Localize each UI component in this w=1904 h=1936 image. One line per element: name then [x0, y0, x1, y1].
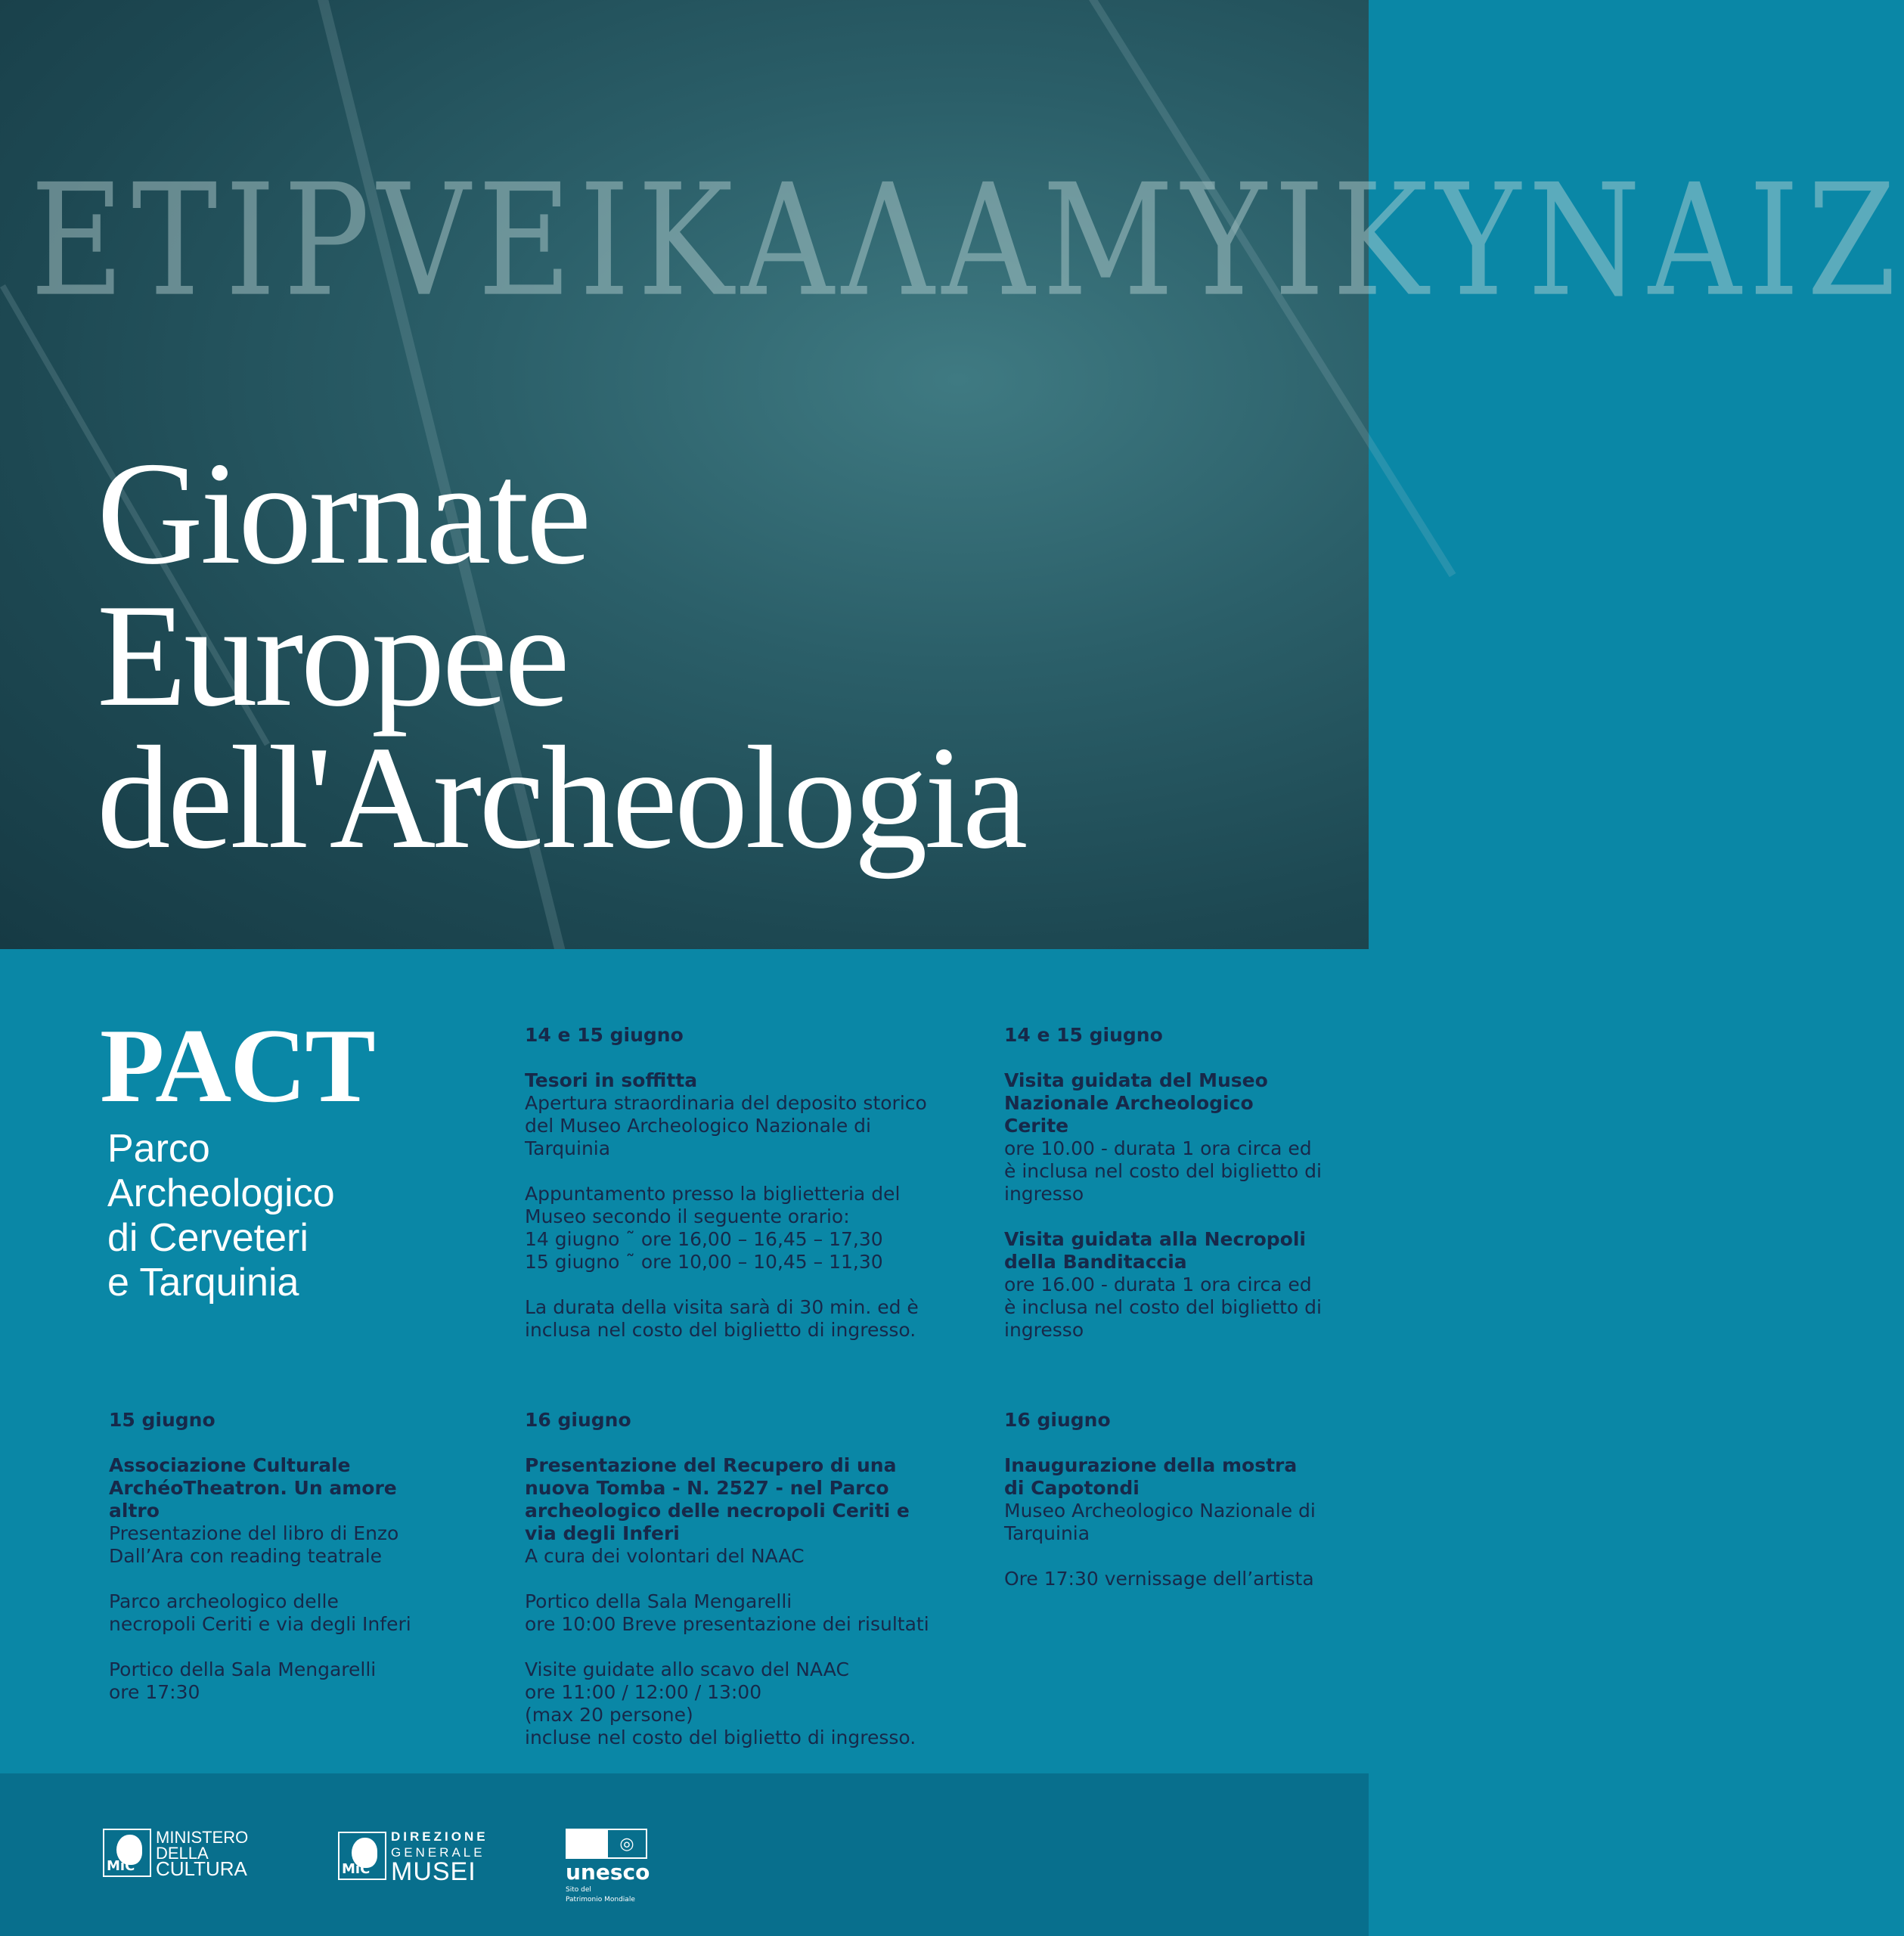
- mic-bust-icon: [103, 1829, 151, 1877]
- mic-bust-icon: [338, 1832, 386, 1880]
- event-title: Visita guidata alla Necropoli della Banditaccia: [1004, 1228, 1306, 1273]
- line: ore 10:00 Breve presentazione dei risultati: [525, 1613, 929, 1635]
- event-desc: A cura dei volontari del NAAC: [525, 1545, 805, 1567]
- unesco-line: Sito del: [566, 1886, 591, 1894]
- logo-line: DIREZIONE: [391, 1829, 488, 1844]
- etruscan-inscription: ΕΤΙΡVΕΙΚΑΛΑΜΥΙΚΥΝΑΙΖ: [30, 151, 1904, 331]
- park-name: [107, 1127, 335, 1305]
- title-line: Europee: [97, 574, 567, 737]
- event-desc: ore 10.00 - durata 1 ora circa ed è inclusa nel costo del biglietto di ingresso: [1004, 1137, 1322, 1205]
- event-desc: Apertura straordinaria del deposito storico del Museo Archeologico Nazionale di Tarquinia: [525, 1092, 927, 1159]
- event-tomba: [525, 1409, 933, 1772]
- line: ore 11:00 / 12:00 / 13:00: [525, 1681, 762, 1703]
- title-line: dell'Archeologia: [97, 716, 1025, 880]
- line: Visite guidate allo scavo del NAAC: [525, 1658, 849, 1680]
- dgm-logo: [338, 1829, 488, 1886]
- logo-line: MUSEI: [391, 1857, 476, 1886]
- line: incluse nel costo del biglietto di ingresso.: [525, 1727, 916, 1748]
- event-archeotheatron: [109, 1409, 426, 1727]
- event-date: 14 e 15 giugno: [1004, 1024, 1163, 1046]
- event-desc: ore 16.00 - durata 1 ora circa ed è inclusa nel costo del biglietto di ingresso: [1004, 1274, 1322, 1341]
- event-time: Ore 17:30 vernissage dell’artista: [1004, 1568, 1314, 1590]
- event-date: 14 e 15 giugno: [525, 1024, 684, 1046]
- event-date: 16 giugno: [525, 1409, 631, 1431]
- poster-title: [97, 432, 1025, 880]
- event-title: Presentazione del Recupero di una nuova Tomba - N. 2527 - nel Parco archeologico delle necropoli Ceriti e via degli Inferi: [525, 1454, 910, 1544]
- event-title: Tesori in soffitta: [525, 1069, 698, 1091]
- logo-line: MINISTERO: [156, 1827, 249, 1847]
- mic-badge: MiC: [107, 1858, 135, 1874]
- event-title: Associazione Culturale ArchéoTheatron. Un amore altro: [109, 1454, 397, 1522]
- event-capotondi: [1004, 1409, 1322, 1613]
- event-time: [109, 1658, 426, 1704]
- line: Portico della Sala Mengarelli: [109, 1658, 377, 1680]
- park-line: Parco: [107, 1127, 210, 1171]
- line: Portico della Sala Mengarelli: [525, 1590, 792, 1612]
- event-title: Visita guidata del Museo Nazionale Archeologico Cerite: [1004, 1069, 1268, 1137]
- title-line: Giornate: [97, 432, 589, 595]
- park-line: e Tarquinia: [107, 1261, 299, 1305]
- unesco-logo: [566, 1829, 650, 1904]
- park-line: di Cerveteri: [107, 1216, 309, 1260]
- event-place: Parco archeologico delle necropoli Ceriti e via degli Inferi: [109, 1590, 411, 1635]
- mic-badge: MiC: [342, 1861, 371, 1877]
- line: ore 17:30: [109, 1681, 200, 1703]
- park-line: Archeologico: [107, 1171, 335, 1215]
- event-desc: Museo Archeologico Nazionale di Tarquinia: [1004, 1500, 1316, 1544]
- schedule-line: 15 giugno ˜ ore 10,00 – 10,45 – 11,30: [525, 1251, 883, 1273]
- unesco-line: Patrimonio Mondiale: [566, 1896, 635, 1903]
- hero-photo: [0, 0, 1904, 949]
- event-visite: [1004, 1024, 1322, 1364]
- event-note: La durata della visita sarà di 30 min. ed è inclusa nel costo del biglietto di ingresso.: [525, 1296, 919, 1341]
- event-place: [525, 1590, 933, 1636]
- schedule-line: Appuntamento presso la biglietteria del Museo secondo il seguente orario:: [525, 1183, 901, 1227]
- schedule-line: 14 giugno ˜ ore 16,00 – 16,45 – 17,30: [525, 1228, 883, 1250]
- pact-logo: PACT: [100, 1007, 374, 1125]
- event-tours: [525, 1658, 933, 1749]
- event-date: 16 giugno: [1004, 1409, 1111, 1431]
- event-schedule: [525, 1183, 933, 1274]
- event-tesori: [525, 1024, 933, 1364]
- line: (max 20 persone): [525, 1704, 693, 1726]
- mic-logo: [103, 1827, 249, 1880]
- logo-line: DELLA: [156, 1843, 209, 1863]
- event-date: 15 giugno: [109, 1409, 216, 1431]
- logo-line: GENERALE: [391, 1845, 485, 1860]
- logo-line: CULTURA: [156, 1857, 247, 1880]
- unesco-name: unesco: [566, 1860, 650, 1885]
- unesco-temple-icon: ◎: [566, 1829, 647, 1859]
- event-desc: Presentazione del libro di Enzo Dall’Ara con reading teatrale: [109, 1522, 399, 1567]
- event-title: Inaugurazione della mostra di Capotondi: [1004, 1454, 1298, 1499]
